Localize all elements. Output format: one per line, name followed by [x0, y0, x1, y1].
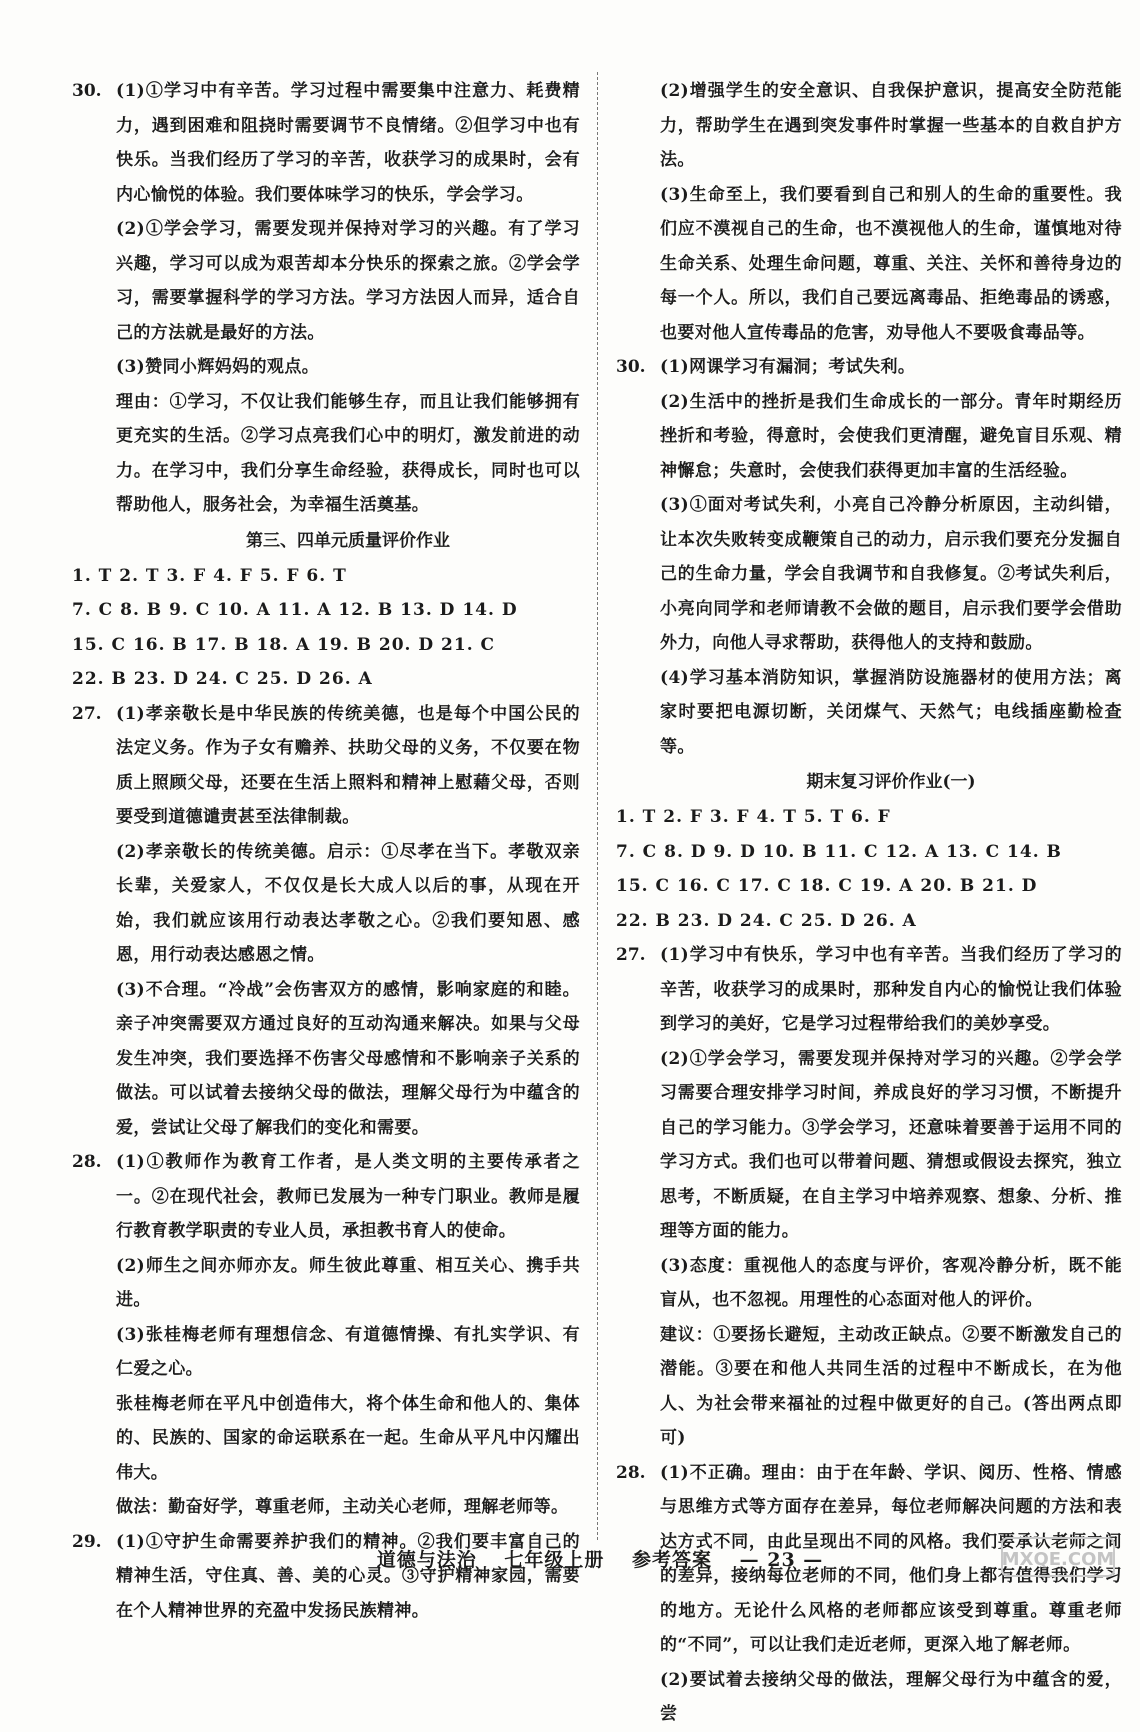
- answer-paragraph: (3)生命至上，我们要看到自己和别人的生命的重要性。我们应不漠视自己的生命，也不漠视他人的生命，谨慎地对待生命关系、处理生命问题，尊重、关注、关怀和善待身边的每一个人。所以，我们自己要远离毒品、拒绝毒品的诱惑，也要对他人宣传毒品的危害，劝导他人不要吸食毒品等。: [660, 184, 1122, 343]
- answer-paragraph: 做法：勤奋好学，尊重老师，主动关心老师，理解老师等。: [116, 1497, 569, 1517]
- choice-answers-row: 7. C 8. D 9. D 10. B 11. C 12. A 13. C 14. B: [616, 841, 1062, 862]
- answer-paragraph: (1)①教师作为教育工作者，是人类文明的主要传承者之一。②在现代社会，教师已发展为一种专门职业。教师是履行教育教学职责的专业人员，承担教书育人的使命。: [116, 1152, 580, 1241]
- left-q27: [72, 697, 580, 1146]
- answer-paragraph: (3)①面对考试失利，小亮自己冷静分析原因，主动纠错，让本次失败转变成鞭策自己的动力，启示我们要充分发掘自己的生命力量，学会自我调节和自我修复。②考试失利后，小亮向同学和老师请教不会做的题目，启示我们要学会借助外力，向他人寻求帮助，获得他人的支持和鼓励。: [660, 495, 1122, 653]
- answer-paragraph: (3)赞同小辉妈妈的观点。: [116, 357, 320, 377]
- answer-paragraph: (2)①学会学习，需要发现并保持对学习的兴趣。②学会学习需要合理安排学习时间，养成良好的学习习惯，不断提升自己的学习能力。③学会学习，还意味着要善于运用不同的学习方式。我们也可以带着问题、猜想或假设去探究，独立思考，不断质疑，在自主学习中培养观察、想象、分析、推理等方面的能力。: [660, 1048, 1122, 1241]
- section-heading: 期末复习评价作业(一): [806, 772, 976, 792]
- left-q28: [72, 1145, 580, 1525]
- right-q28: [616, 1456, 1122, 1732]
- right-q30: [616, 350, 1122, 764]
- question-number: 28.: [72, 1152, 102, 1172]
- answer-paragraph: (2)①学会学习，需要发现并保持对学习的兴趣。有了学习兴趣，学习可以成为艰苦却本分快乐的探索之旅。②学会学习，需要掌握科学的学习方法。学习方法因人而异，适合自己的方法就是最好的方法。: [116, 219, 580, 343]
- watermark-text: MXQE.COM: [1001, 1549, 1115, 1570]
- question-number: 27.: [616, 945, 646, 965]
- choice-answers-row: 7. C 8. B 9. C 10. A 11. A 12. B 13. D 14. D: [72, 600, 518, 620]
- page-number: — 23 —: [739, 1549, 824, 1571]
- page-footer: [360, 1545, 840, 1572]
- answer-paragraph: (3)不合理。“冷战”会伤害双方的感情，影响家庭的和睦。亲子冲突需要双方通过良好的互动沟通来解决。如果与父母发生冲突，我们要选择不伤害父母感情和不影响亲子关系的做法。可以试着去接纳父母的做法，理解父母行为中蕴含的爱，尝试让父母了解我们的变化和需要。: [116, 979, 580, 1138]
- footer-label: 参考答案: [631, 1549, 712, 1571]
- choice-answers-row: 22. B 23. D 24. C 25. D 26. A: [616, 910, 917, 931]
- choice-answers-row: 15. C 16. B 17. B 18. A 19. B 20. D 21. C: [72, 634, 496, 655]
- answer-paragraph: (1)①守护生命需要养护我们的精神。②我们要丰富自己的精神生活，守住真、善、美的心灵。③守护精神家园，需要在个人精神世界的充盈中发扬民族精神。: [116, 1531, 580, 1621]
- question-number: 29.: [72, 1531, 102, 1552]
- choice-answers-row: 15. C 16. C 17. C 18. C 19. A 20. B 21. D: [616, 876, 1038, 896]
- answer-paragraph: (2)生活中的挫折是我们生命成长的一部分。青年时期经历挫折和考验，得意时，会使我们更清醒，避免盲目乐观、精神懈怠；失意时，会使我们获得更加丰富的生活经验。: [660, 391, 1122, 481]
- question-number: 30.: [616, 357, 646, 377]
- answer-paragraph: (1)网课学习有漏洞；考试失利。: [660, 357, 916, 377]
- question-number: 28.: [616, 1462, 646, 1483]
- question-number: 27.: [72, 703, 102, 724]
- answer-paragraph: (1)学习中有快乐，学习中也有辛苦。当我们经历了学习的辛苦，收获学习的成果时，那种发自内心的愉悦让我们体验到学习的美好，它是学习过程带给我们的美妙享受。: [660, 945, 1122, 1034]
- left-q30: [72, 74, 580, 523]
- watermark-logo-icon: [998, 1532, 1118, 1582]
- choice-answers-row: 22. B 23. D 24. C 25. D 26. A: [72, 669, 373, 689]
- answer-paragraph: (1)①学习中有辛苦。学习过程中需要集中注意力、耗费精力，遇到困难和阻挠时需要调节不良情绪。②但学习中也有快乐。当我们经历了学习的辛苦，收获学习的成果时，会有内心愉悦的体验。我们要体味学习的快乐，学会学习。: [116, 81, 580, 205]
- answer-paragraph: 理由：①学习，不仅让我们能够生存，而且让我们能够拥有更充实的生活。②学习点亮我们心中的明灯，激发前进的动力。在学习中，我们分享生命经验，获得成长，同时也可以帮助他人，服务社会，为幸福生活奠基。: [116, 391, 580, 515]
- question-number: 30.: [72, 81, 102, 101]
- right-q29-continued: [616, 74, 1122, 350]
- section-heading: 第三、四单元质量评价作业: [246, 530, 450, 551]
- answer-paragraph: (1)孝亲敬长是中华民族的传统美德，也是每个中国公民的法定义务。作为子女有赡养、扶助父母的义务，不仅要在物质上照顾父母，还要在生活上照料和精神上慰藉父母，否则要受到道德谴责甚至法律制裁。: [116, 703, 580, 827]
- column-divider: [597, 72, 598, 1540]
- choice-answers-row: 1. T 2. T 3. F 4. F 5. F 6. T: [72, 565, 347, 586]
- footer-grade: 七年级上册: [504, 1549, 605, 1571]
- answer-paragraph: (2)孝亲敬长的传统美德。启示：①尽孝在当下。孝敬双亲长辈，关爱家人，不仅仅是长大成人以后的事，从现在开始，我们就应该用行动表达孝敬之心。②我们要知恩、感恩，用行动表达感恩之情。: [116, 841, 580, 965]
- footer-subject: 道德与法治: [376, 1549, 477, 1571]
- choice-answers-row: 1. T 2. F 3. F 4. T 5. T 6. F: [616, 807, 891, 827]
- answer-paragraph: 张桂梅老师在平凡中创造伟大，将个体生命和他人的、集体的、民族的、国家的命运联系在一起。生命从平凡中闪耀出伟大。: [116, 1393, 580, 1483]
- answer-paragraph: (3)态度：重视他人的态度与评价，客观冷静分析，既不能盲从，也不忽视。用理性的心态面对他人的评价。: [660, 1255, 1122, 1310]
- answer-paragraph: 建议：①要扬长避短，主动改正缺点。②要不断激发自己的潜能。③要在和他人共同生活的过程中不断成长，在为他人、为社会带来福祉的过程中做更好的自己。(答出两点即可): [660, 1324, 1122, 1448]
- answer-paragraph: (2)师生之间亦师亦友。师生彼此尊重、相互关心、携手共进。: [116, 1255, 580, 1310]
- answer-paragraph: (4)学习基本消防知识，掌握消防设施器材的使用方法；离家时要把电源切断，关闭煤气、天然气；电线插座勤检查等。: [660, 667, 1122, 757]
- answer-paragraph: (2)要试着去接纳父母的做法，理解父母行为中蕴含的爱，尝: [660, 1669, 1122, 1724]
- right-q27: [616, 938, 1122, 1456]
- left-q29: [72, 1525, 580, 1629]
- right-column: [616, 74, 1122, 1732]
- answer-paragraph: (1)不正确。理由：由于在年龄、学识、阅历、性格、情感与思维方式等方面存在差异，每位老师解决问题的方法和表达方式不同，由此呈现出不同的风格。我们要承认老师之间的差异，接纳每位老师的不同，他们身上都有值得我们学习的地方。无论什么风格的老师都应该受到尊重。尊重老师的“不同”，可以让我们走近老师，更深入地了解老师。: [660, 1462, 1122, 1655]
- answer-paragraph: (3)张桂梅老师有理想信念、有道德情操、有扎实学识、有仁爱之心。: [116, 1324, 580, 1379]
- left-column: [72, 74, 580, 1628]
- answer-paragraph: (2)增强学生的安全意识、自我保护意识，提高安全防范能力，帮助学生在遇到突发事件时掌握一些基本的自救自护方法。: [660, 81, 1122, 170]
